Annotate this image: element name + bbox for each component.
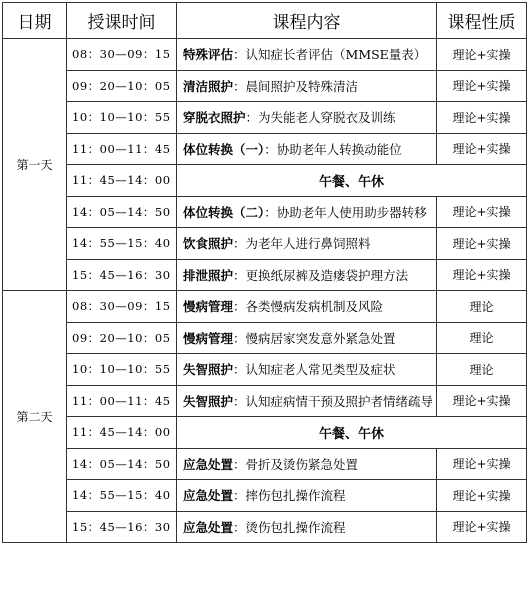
- header-time: 授课时间: [67, 3, 177, 39]
- nature-cell: 理论+实操: [437, 196, 527, 228]
- schedule-body: [3, 39, 527, 543]
- header-content: 课程内容: [177, 3, 437, 39]
- course-description: ：协助老年人使用助步器转移: [264, 204, 427, 220]
- time-cell: 15：45—16：30: [67, 259, 177, 291]
- course-description: ：骨折及烫伤紧急处置: [233, 456, 359, 472]
- nature-cell: 理论+实操: [437, 70, 527, 102]
- table-row: [3, 448, 527, 480]
- content-cell: [177, 228, 437, 260]
- course-description: ：为失能老人穿脱衣及训练: [245, 110, 396, 126]
- course-title: 失智照护: [183, 362, 234, 378]
- nature-cell: 理论+实操: [437, 228, 527, 260]
- table-row: [3, 322, 527, 354]
- nature-cell: 理论+实操: [437, 133, 527, 165]
- course-description: ：晨间照护及特殊清洁: [233, 78, 359, 94]
- time-cell: 09：20—10：05: [67, 322, 177, 354]
- lunch-row: [3, 165, 527, 197]
- table-row: [3, 70, 527, 102]
- course-description: ：摔伤包扎操作流程: [233, 488, 346, 504]
- course-description: ：认知症长者评估（MMSE量表）: [233, 47, 427, 63]
- table-row: [3, 385, 527, 417]
- content-cell: [177, 291, 437, 323]
- time-cell: 11：00—11：45: [67, 385, 177, 417]
- course-description: ：烫伤包扎操作流程: [233, 519, 346, 535]
- content-cell: [177, 322, 437, 354]
- course-description: ：认知症老人常见类型及症状: [233, 362, 396, 378]
- course-title: 清洁照护: [183, 78, 234, 94]
- header-row: [3, 3, 527, 39]
- course-title: 慢病管理: [183, 299, 234, 315]
- course-title: 特殊评估: [183, 47, 234, 63]
- time-cell: 10：10—10：55: [67, 354, 177, 386]
- nature-cell: 理论+实操: [437, 448, 527, 480]
- content-cell: [177, 480, 437, 512]
- table-row: [3, 354, 527, 386]
- nature-cell: 理论+实操: [437, 39, 527, 71]
- table-row: [3, 228, 527, 260]
- content-cell: [177, 70, 437, 102]
- course-title: 穿脱衣照护: [183, 110, 246, 126]
- day-label: 第一天: [3, 39, 67, 291]
- course-title: 排泄照护: [183, 267, 234, 283]
- time-cell: 14：55—15：40: [67, 228, 177, 260]
- course-description: ：为老年人进行鼻饲照料: [233, 236, 371, 252]
- course-title: 应急处置: [183, 519, 234, 535]
- lunch-break-cell: 午餐、午休: [177, 417, 527, 449]
- course-title: 体位转换（二）: [183, 204, 265, 220]
- header-nature: 课程性质: [437, 3, 527, 39]
- nature-cell: 理论+实操: [437, 385, 527, 417]
- schedule-table: [2, 2, 527, 543]
- time-cell: 09：20—10：05: [67, 70, 177, 102]
- nature-cell: 理论+实操: [437, 259, 527, 291]
- content-cell: [177, 354, 437, 386]
- nature-cell: 理论: [437, 322, 527, 354]
- table-row: [3, 102, 527, 134]
- time-cell: 08：30—09：15: [67, 291, 177, 323]
- content-cell: [177, 196, 437, 228]
- content-cell: [177, 448, 437, 480]
- day-label: 第二天: [3, 291, 67, 543]
- time-cell: 10：10—10：55: [67, 102, 177, 134]
- nature-cell: 理论: [437, 291, 527, 323]
- header-date: 日期: [3, 3, 67, 39]
- content-cell: [177, 39, 437, 71]
- nature-cell: 理论+实操: [437, 102, 527, 134]
- nature-cell: 理论+实操: [437, 480, 527, 512]
- content-cell: [177, 133, 437, 165]
- table-row: [3, 511, 527, 543]
- table-row: [3, 291, 527, 323]
- course-description: ：更换纸尿裤及造瘘袋护理方法: [233, 267, 409, 283]
- course-title: 饮食照护: [183, 236, 234, 252]
- table-row: [3, 259, 527, 291]
- course-title: 应急处置: [183, 488, 234, 504]
- course-title: 失智照护: [183, 393, 234, 409]
- time-cell: 08：30—09：15: [67, 39, 177, 71]
- content-cell: [177, 511, 437, 543]
- table-row: [3, 133, 527, 165]
- content-cell: [177, 102, 437, 134]
- time-cell: 11：45—14：00: [67, 417, 177, 449]
- time-cell: 14：05—14：50: [67, 196, 177, 228]
- table-row: [3, 196, 527, 228]
- course-title: 应急处置: [183, 456, 234, 472]
- time-cell: 14：55—15：40: [67, 480, 177, 512]
- course-description: ：认知症病情干预及照护者情绪疏导: [233, 393, 434, 409]
- time-cell: 14：05—14：50: [67, 448, 177, 480]
- course-title: 慢病管理: [183, 330, 234, 346]
- time-cell: 11：45—14：00: [67, 165, 177, 197]
- content-cell: [177, 385, 437, 417]
- course-description: ：慢病居家突发意外紧急处置: [233, 330, 396, 346]
- table-row: [3, 480, 527, 512]
- nature-cell: 理论: [437, 354, 527, 386]
- lunch-row: [3, 417, 527, 449]
- course-title: 体位转换（一）: [183, 141, 265, 157]
- nature-cell: 理论+实操: [437, 511, 527, 543]
- course-description: ：协助老年人转换动能位: [264, 141, 402, 157]
- lunch-break-cell: 午餐、午休: [177, 165, 527, 197]
- table-row: [3, 39, 527, 71]
- time-cell: 11：00—11：45: [67, 133, 177, 165]
- content-cell: [177, 259, 437, 291]
- time-cell: 15：45—16：30: [67, 511, 177, 543]
- course-description: ：各类慢病发病机制及风险: [233, 299, 384, 315]
